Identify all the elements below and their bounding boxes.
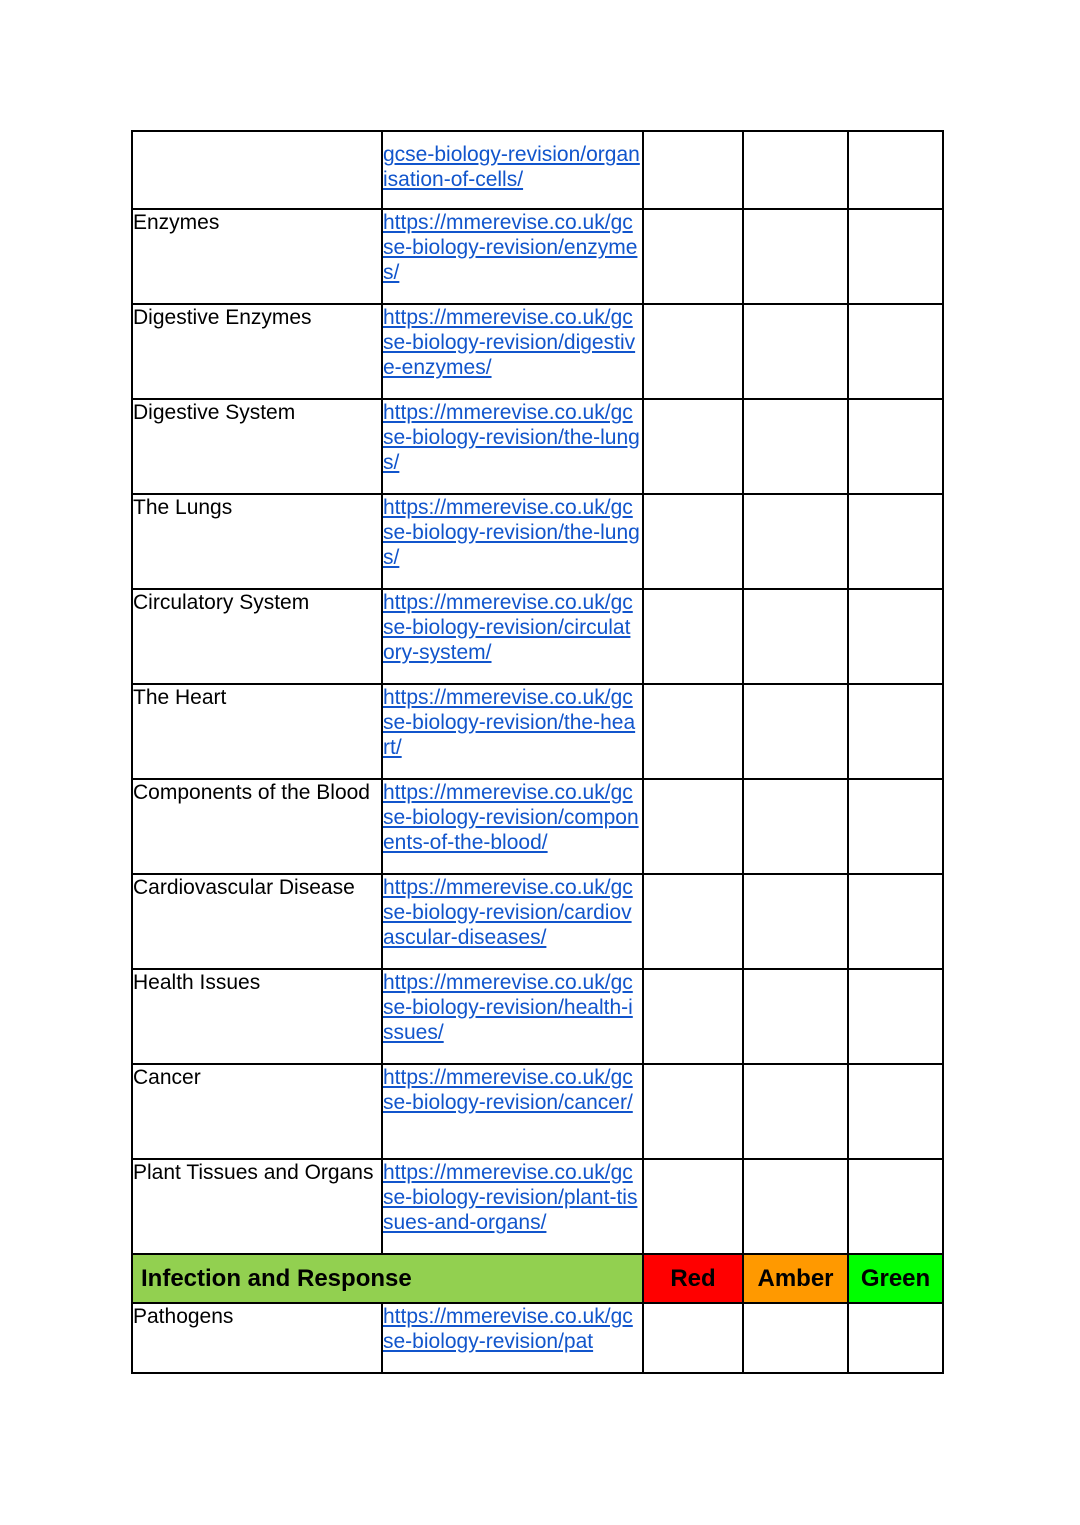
revision-link[interactable]: https://mmerevise.co.uk/gcse-biology-revision/the-heart/ <box>383 686 636 759</box>
table-row <box>132 131 943 209</box>
revision-link[interactable]: https://mmerevise.co.uk/gcse-biology-revision/circulatory-system/ <box>383 591 633 664</box>
table-row <box>132 1303 943 1373</box>
amber-header: Amber <box>743 1254 848 1303</box>
red-cell[interactable] <box>643 969 743 1064</box>
amber-cell[interactable] <box>743 131 848 209</box>
green-cell[interactable] <box>848 874 943 969</box>
link-cell <box>382 494 643 589</box>
revision-link[interactable]: https://mmerevise.co.uk/gcse-biology-revision/cardiovascular-diseases/ <box>383 876 633 949</box>
topic-cell: Plant Tissues and Organs <box>132 1159 382 1254</box>
table-row <box>132 304 943 399</box>
amber-cell[interactable] <box>743 1064 848 1159</box>
red-cell[interactable] <box>643 131 743 209</box>
green-cell[interactable] <box>848 399 943 494</box>
green-cell[interactable] <box>848 131 943 209</box>
table-row <box>132 684 943 779</box>
red-cell[interactable] <box>643 304 743 399</box>
topic-cell: Cardiovascular Disease <box>132 874 382 969</box>
topic-cell: The Lungs <box>132 494 382 589</box>
section-title: Infection and Response <box>132 1254 643 1303</box>
revision-link[interactable]: https://mmerevise.co.uk/gcse-biology-revision/pat <box>383 1305 633 1353</box>
link-cell <box>382 1064 643 1159</box>
revision-link[interactable]: https://mmerevise.co.uk/gcse-biology-revision/digestive-enzymes/ <box>383 306 636 379</box>
section-header-row <box>132 1254 943 1303</box>
green-header: Green <box>848 1254 943 1303</box>
link-cell <box>382 399 643 494</box>
red-cell[interactable] <box>643 684 743 779</box>
revision-link[interactable]: https://mmerevise.co.uk/gcse-biology-revision/components-of-the-blood/ <box>383 781 639 854</box>
revision-link[interactable]: gcse-biology-revision/organisation-of-cells/ <box>383 143 640 191</box>
amber-cell[interactable] <box>743 209 848 304</box>
green-cell[interactable] <box>848 779 943 874</box>
table-row <box>132 209 943 304</box>
amber-cell[interactable] <box>743 1159 848 1254</box>
amber-cell[interactable] <box>743 399 848 494</box>
table-row <box>132 874 943 969</box>
amber-cell[interactable] <box>743 969 848 1064</box>
green-cell[interactable] <box>848 494 943 589</box>
amber-cell[interactable] <box>743 779 848 874</box>
amber-cell[interactable] <box>743 304 848 399</box>
topic-cell: Components of the Blood <box>132 779 382 874</box>
topic-cell: Health Issues <box>132 969 382 1064</box>
topic-cell: Digestive System <box>132 399 382 494</box>
revision-link[interactable]: https://mmerevise.co.uk/gcse-biology-revision/health-issues/ <box>383 971 633 1044</box>
red-cell[interactable] <box>643 1303 743 1373</box>
green-cell[interactable] <box>848 1303 943 1373</box>
link-cell <box>382 779 643 874</box>
green-cell[interactable] <box>848 1159 943 1254</box>
green-cell[interactable] <box>848 304 943 399</box>
red-cell[interactable] <box>643 494 743 589</box>
table-row <box>132 589 943 684</box>
red-cell[interactable] <box>643 1064 743 1159</box>
revision-link[interactable]: https://mmerevise.co.uk/gcse-biology-revision/the-lungs/ <box>383 401 640 474</box>
table-row <box>132 779 943 874</box>
amber-cell[interactable] <box>743 589 848 684</box>
topic-cell: Cancer <box>132 1064 382 1159</box>
link-cell <box>382 209 643 304</box>
amber-cell[interactable] <box>743 874 848 969</box>
link-cell <box>382 1303 643 1373</box>
amber-cell[interactable] <box>743 1303 848 1373</box>
link-cell <box>382 969 643 1064</box>
link-cell <box>382 589 643 684</box>
table-row <box>132 399 943 494</box>
link-cell <box>382 131 643 209</box>
topic-cell: Pathogens <box>132 1303 382 1373</box>
topic-cell <box>132 131 382 209</box>
topic-cell: Digestive Enzymes <box>132 304 382 399</box>
table-row <box>132 1064 943 1159</box>
red-cell[interactable] <box>643 1159 743 1254</box>
green-cell[interactable] <box>848 589 943 684</box>
topic-cell: Circulatory System <box>132 589 382 684</box>
revision-link[interactable]: https://mmerevise.co.uk/gcse-biology-revision/enzymes/ <box>383 211 638 284</box>
link-cell <box>382 684 643 779</box>
green-cell[interactable] <box>848 684 943 779</box>
revision-link[interactable]: https://mmerevise.co.uk/gcse-biology-revision/the-lungs/ <box>383 496 640 569</box>
red-cell[interactable] <box>643 399 743 494</box>
revision-table <box>131 130 944 1374</box>
table-row <box>132 1159 943 1254</box>
link-cell <box>382 304 643 399</box>
revision-link[interactable]: https://mmerevise.co.uk/gcse-biology-revision/plant-tissues-and-organs/ <box>383 1161 638 1234</box>
green-cell[interactable] <box>848 1064 943 1159</box>
revision-link[interactable]: https://mmerevise.co.uk/gcse-biology-revision/cancer/ <box>383 1066 633 1114</box>
red-cell[interactable] <box>643 209 743 304</box>
topic-cell: Enzymes <box>132 209 382 304</box>
red-cell[interactable] <box>643 589 743 684</box>
link-cell <box>382 874 643 969</box>
table-row <box>132 969 943 1064</box>
red-cell[interactable] <box>643 779 743 874</box>
amber-cell[interactable] <box>743 494 848 589</box>
green-cell[interactable] <box>848 969 943 1064</box>
red-cell[interactable] <box>643 874 743 969</box>
table-row <box>132 494 943 589</box>
link-cell <box>382 1159 643 1254</box>
red-header: Red <box>643 1254 743 1303</box>
green-cell[interactable] <box>848 209 943 304</box>
topic-cell: The Heart <box>132 684 382 779</box>
amber-cell[interactable] <box>743 684 848 779</box>
